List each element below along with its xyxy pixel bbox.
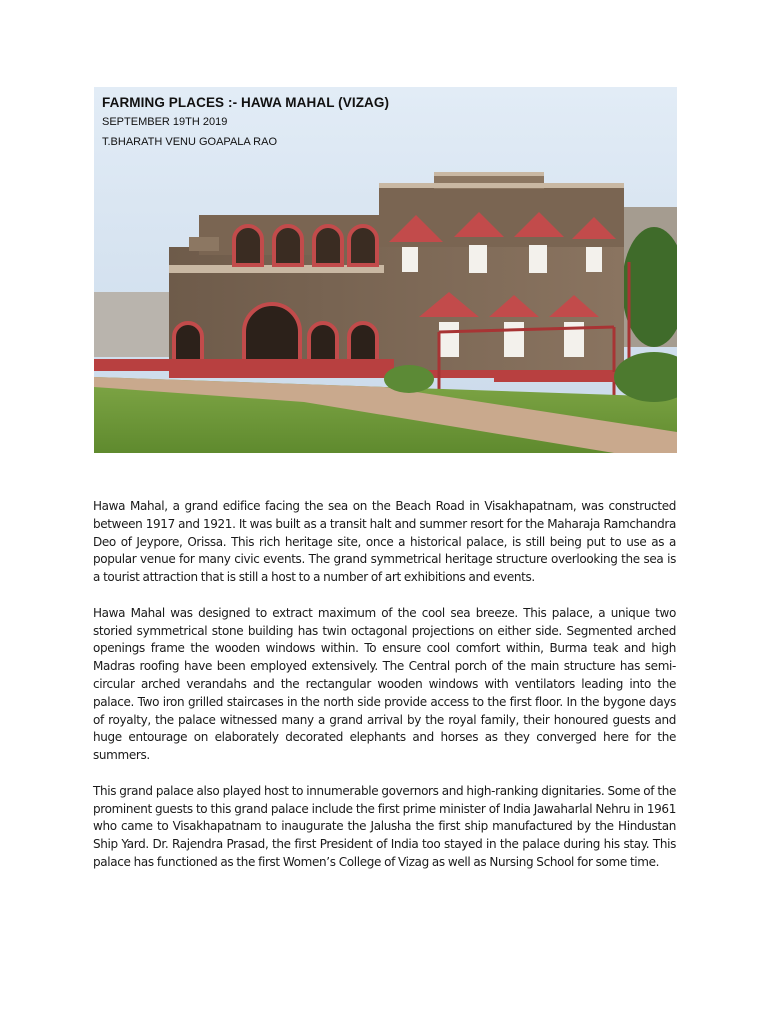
- photo-caption-title: FARMING PLACES :- HAWA MAHAL (VIZAG): [102, 95, 390, 110]
- photo-caption-author: T.BHARATH VENU GOAPALA RAO: [102, 136, 278, 148]
- article-paragraph: Hawa Mahal was designed to extract maximum of the cool sea breeze. This palace, a unique two storied symmetrical stone building has twin octagonal projections on either side. Segmented arched openings frame the wooden windows within. To ensure cool comfort within, Burma teak and high Madras roofing have been employed extensively. The Central porch of the main structure has semi-circular arched verandahs and the rectangular wooden windows with ventilators leading into the palace. Two iron grilled staircases in the north side provide access to the first floor. In the bygone days of royalty, the palace witnessed many a grand arrival by the royal family, their honoured guests and huge entourage on elaborately decorated elephants and horses as they converged here for the summers.: [93, 605, 676, 763]
- photo-caption: [102, 95, 502, 156]
- article-paragraph: This grand palace also played host to innumerable governors and high-ranking dignitaries. Some of the prominent guests to this grand palace include the first prime minister of India Jawaharlal Nehru in 1961 who came to Visakhapatnam to inaugurate the Jalusha the first ship manufactured by the Hindustan Ship Yard. Dr. Rajendra Prasad, the first President of India too stayed in the palace during his stay. This palace has functioned as the first Women’s College of Vizag as well as Nursing School for some time.: [93, 783, 676, 869]
- article-paragraph: Hawa Mahal, a grand edifice facing the sea on the Beach Road in Visakhapatnam, was constructed between 1917 and 1921. It was built as a transit halt and summer resort for the Maharaja Ramchandra Deo of Jeypore, Orissa. This rich heritage site, once a historical palace, is still being put to use as a popular venue for many civic events. The grand symmetrical heritage structure overlooking the sea is a tourist attraction that is still a host to a number of art exhibitions and events.: [93, 499, 676, 585]
- boundary-wall: [94, 359, 394, 371]
- hawa-mahal-photo: [94, 87, 677, 453]
- article-body: [93, 498, 676, 890]
- photo-caption-date: SEPTEMBER 19TH 2019: [102, 116, 228, 128]
- shrub: [384, 365, 434, 393]
- background-building-left: [94, 292, 169, 357]
